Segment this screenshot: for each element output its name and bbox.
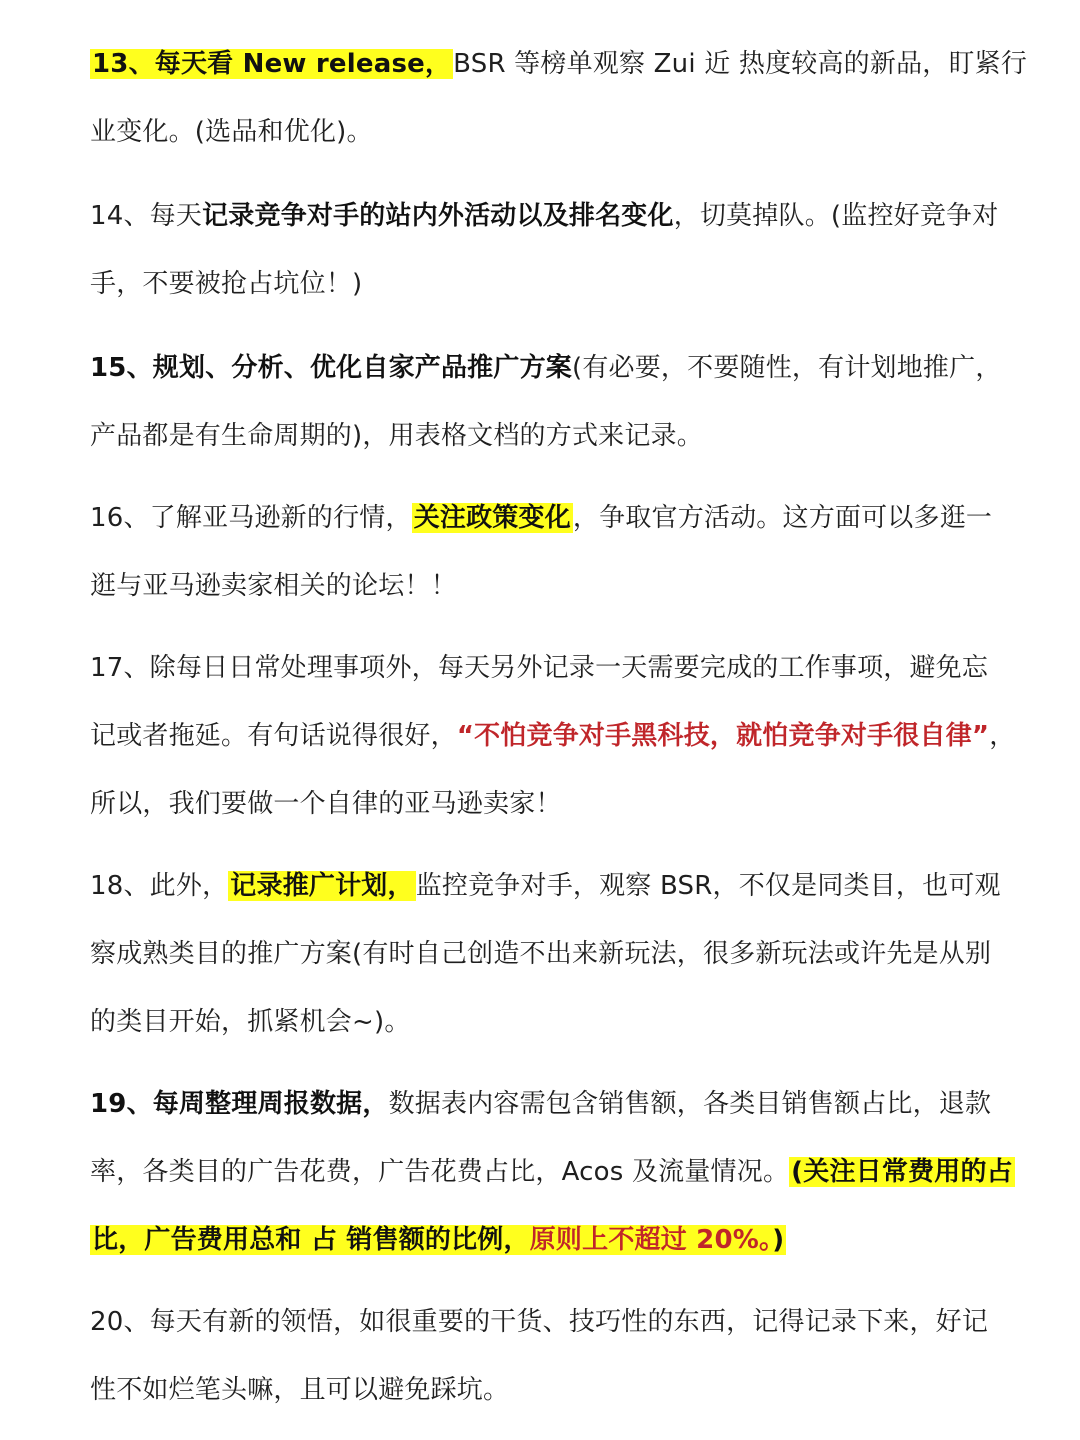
item-13-heading-highlight: 13、每天看 New release， bbox=[92, 49, 452, 79]
item-14-number: 14、每天 bbox=[90, 201, 203, 231]
item-19-heading: 19、每周整理周报数据， bbox=[90, 1089, 389, 1119]
item-20-line-2: 性不如烂笔头嘛，且可以避免踩坑。 bbox=[90, 1375, 510, 1405]
item-17-line-1: 17、除每日日常处理事项外，每天另外记录一天需要完成的工作事项，避免忘 bbox=[90, 653, 989, 683]
item-16-line-2: 逛与亚马逊卖家相关的论坛！！ bbox=[90, 571, 457, 601]
item-14-line-2: 手，不要被抢占坑位！) bbox=[90, 269, 363, 299]
item-18-text: 监控竞争对手，观察 BSR，不仅是同类目，也可观 bbox=[415, 871, 1001, 901]
item-19-highlight-text: 比，广告费用总和 占 销售额的比例， bbox=[92, 1225, 530, 1255]
item-19-text-2: 率，各类目的广告花费，广告花费占比，Acos 及流量情况。 bbox=[90, 1157, 790, 1187]
item-15-line-2: 产品都是有生命周期的)，用表格文档的方式来记录。 bbox=[90, 421, 703, 451]
item-19-red-rule: 原则上不超过 20%。 bbox=[529, 1225, 773, 1255]
item-18-highlight: 记录推广计划， bbox=[230, 871, 414, 901]
item-20-line-1: 20、每天有新的领悟，如很重要的干货、技巧性的东西，记得记录下来，好记 bbox=[90, 1307, 989, 1337]
item-15-line-1 bbox=[90, 336, 1002, 400]
item-19-text: 数据表内容需包含销售额，各类目销售额占比，退款 bbox=[388, 1089, 992, 1119]
item-19-line-2 bbox=[90, 1140, 1013, 1204]
item-17-intro: 记或者拖延。有句话说得很好， bbox=[90, 721, 457, 751]
item-16-line-1 bbox=[90, 486, 993, 550]
item-19-line-1 bbox=[90, 1072, 990, 1136]
item-17-line-2 bbox=[90, 704, 1016, 768]
item-18-line-1 bbox=[90, 854, 1001, 918]
item-14-bold-text: 记录竞争对手的站内外活动以及排名变化 bbox=[202, 201, 674, 231]
item-19-highlight-cont bbox=[90, 1225, 786, 1255]
item-14-line-1 bbox=[90, 184, 999, 248]
item-19-close-paren: ) bbox=[772, 1225, 785, 1255]
item-14-text: ，切莫掉队。(监控好竞争对 bbox=[673, 201, 999, 231]
item-13-line-1 bbox=[90, 32, 1028, 96]
item-18-line-3: 的类目开始，抓紧机会~)。 bbox=[90, 1007, 411, 1037]
item-16-intro: 16、了解亚马逊新的行情， bbox=[90, 503, 412, 533]
item-17-line-3: 所以，我们要做一个自律的亚马逊卖家！ bbox=[90, 789, 562, 819]
item-13-line-2: 业变化。(选品和优化)。 bbox=[90, 117, 373, 147]
item-15-text: (有必要，不要随性，有计划地推广， bbox=[571, 353, 1002, 383]
item-17-comma: ， bbox=[989, 721, 1016, 751]
item-19-line-3 bbox=[90, 1208, 990, 1272]
item-15-heading: 15、规划、分析、优化自家产品推广方案 bbox=[90, 353, 572, 383]
item-19-highlight-start: (关注日常费用的占 bbox=[791, 1157, 1013, 1187]
item-17-red-quote: “不怕竞争对手黑科技，就怕竞争对手很自律” bbox=[456, 721, 990, 751]
item-18-intro: 18、此外， bbox=[90, 871, 229, 901]
item-16-text: ，争取官方活动。这方面可以多逛一 bbox=[572, 503, 993, 533]
item-16-highlight: 关注政策变化 bbox=[413, 503, 571, 533]
item-13-text: BSR 等榜单观察 Zui 近 热度较高的新品，盯紧行 bbox=[453, 49, 1028, 79]
item-18-line-2: 察成熟类目的推广方案(有时自己创造不出来新玩法，很多新玩法或许先是从别 bbox=[90, 939, 992, 969]
